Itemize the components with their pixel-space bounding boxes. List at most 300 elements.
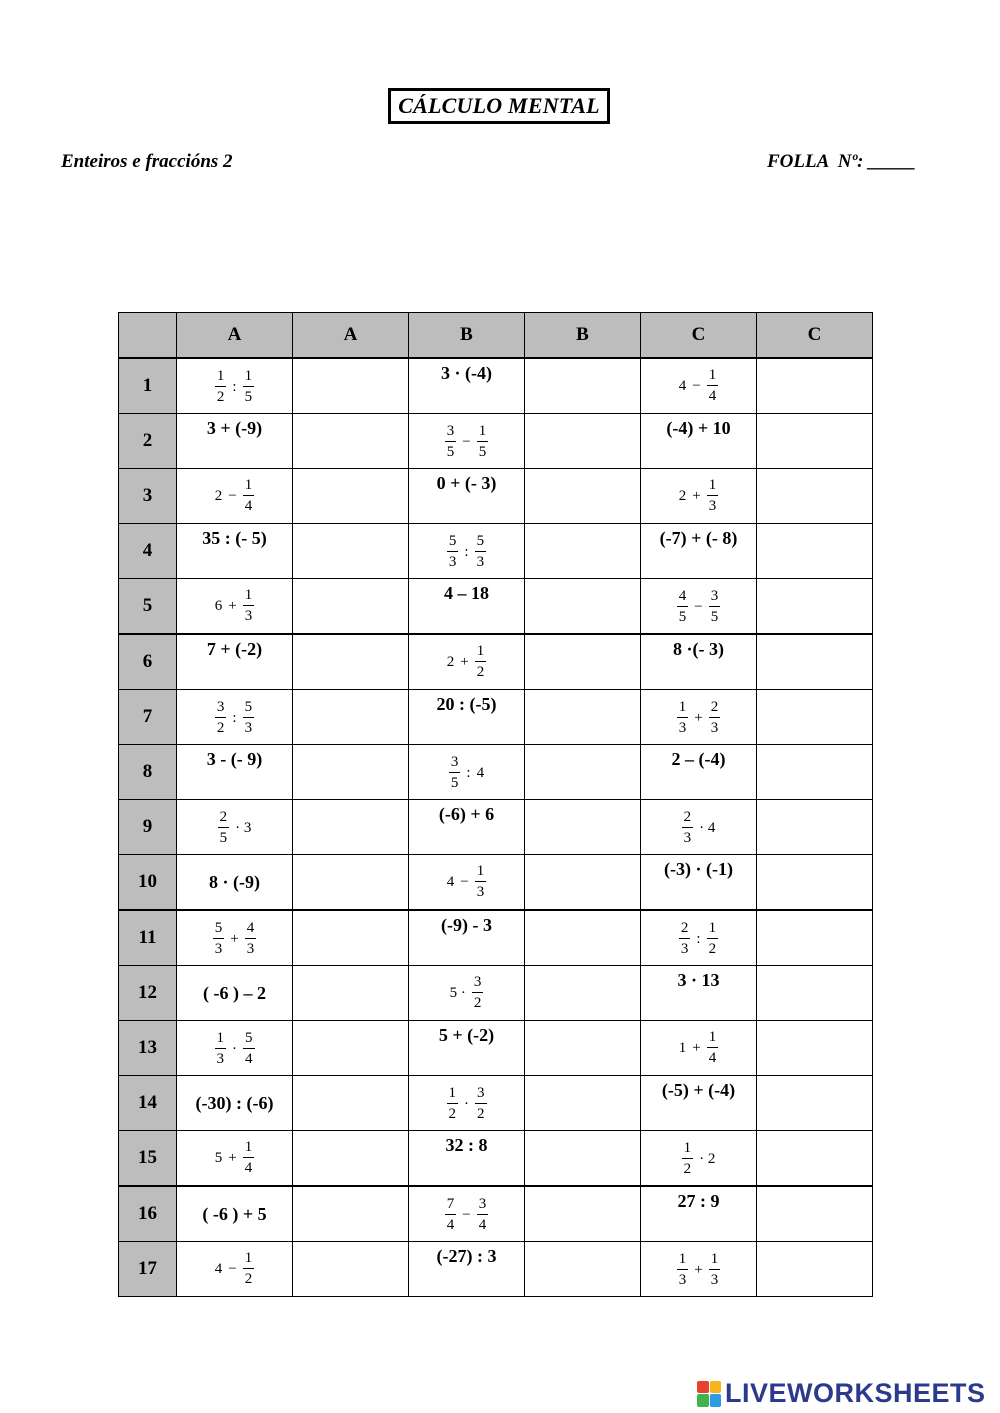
- numerator: 1: [677, 1252, 689, 1270]
- fraction: [243, 1140, 255, 1176]
- answer-cell-c[interactable]: [757, 524, 873, 579]
- fraction: [477, 1197, 489, 1233]
- answer-cell-c[interactable]: [757, 910, 873, 966]
- denominator: 3: [710, 720, 719, 736]
- answer-cell-a[interactable]: [293, 910, 409, 966]
- fraction: [243, 588, 255, 624]
- fraction: [472, 975, 484, 1011]
- fraction: [213, 921, 225, 957]
- fraction: [445, 1197, 457, 1233]
- answer-cell-a[interactable]: [293, 855, 409, 911]
- numerator: 1: [475, 644, 487, 662]
- expression-cell-a: [177, 1131, 293, 1187]
- fraction-expression: [215, 1251, 254, 1287]
- answer-cell-b[interactable]: [525, 1242, 641, 1297]
- expression-cell-a: [177, 910, 293, 966]
- operator: +: [460, 653, 469, 670]
- table-row: [119, 855, 873, 911]
- column-header: B: [409, 313, 525, 359]
- operator: −: [460, 873, 469, 890]
- numerator: 5: [243, 700, 255, 718]
- denominator: 5: [219, 830, 228, 846]
- operator: 4: [678, 377, 687, 394]
- operator: +: [228, 597, 237, 614]
- row-number: 4: [119, 524, 177, 579]
- answer-cell-b[interactable]: [525, 855, 641, 911]
- table-row: [119, 579, 873, 635]
- expression-cell-c: [641, 1021, 757, 1076]
- denominator: 4: [245, 1051, 253, 1067]
- logo-square: [710, 1381, 722, 1394]
- numerator: 1: [243, 478, 255, 496]
- answer-cell-b[interactable]: [525, 634, 641, 690]
- operator: ·: [464, 1095, 469, 1112]
- fraction: [707, 1030, 719, 1066]
- numerator: 3: [472, 975, 484, 993]
- denominator: 4: [446, 1217, 455, 1233]
- answer-cell-a[interactable]: [293, 1021, 409, 1076]
- column-header: A: [177, 313, 293, 359]
- denominator: 3: [680, 941, 689, 957]
- fraction: [447, 1086, 459, 1122]
- denominator: 2: [683, 1161, 692, 1177]
- fraction-expression: [215, 478, 254, 514]
- row-number: 10: [119, 855, 177, 911]
- numerator: 5: [475, 534, 487, 552]
- expression-cell-c: [641, 1242, 757, 1297]
- answer-cell-c[interactable]: [757, 1242, 873, 1297]
- answer-cell-c[interactable]: [757, 966, 873, 1021]
- fraction-expression: [677, 1252, 720, 1288]
- denominator: 4: [244, 1160, 253, 1176]
- table-row: [119, 745, 873, 800]
- table-row: [119, 414, 873, 469]
- expression-cell-a: (-30) : (-6): [177, 1076, 293, 1131]
- operator: −: [462, 1206, 471, 1223]
- operator: · 2: [699, 1150, 716, 1167]
- answer-cell-a[interactable]: [293, 1131, 409, 1187]
- expression-cell-a: [177, 579, 293, 635]
- numerator: 4: [245, 921, 257, 939]
- numerator: 7: [445, 1197, 457, 1215]
- numerator: 3: [445, 424, 457, 442]
- denominator: 3: [246, 941, 255, 957]
- answer-cell-b[interactable]: [525, 524, 641, 579]
- sheet-number-label: FOLLA Nº: _____: [767, 151, 916, 172]
- fraction-expression: [215, 588, 254, 624]
- row-number: 6: [119, 634, 177, 690]
- operator: +: [694, 1261, 703, 1278]
- expression-cell-c: [641, 1131, 757, 1187]
- answer-cell-b[interactable]: [525, 1186, 641, 1242]
- operator: 5: [214, 1149, 223, 1166]
- answer-cell-b[interactable]: [525, 966, 641, 1021]
- answer-cell-c[interactable]: [757, 1186, 873, 1242]
- fraction: [475, 644, 487, 680]
- fraction: [677, 1252, 689, 1288]
- denominator: 4: [478, 1217, 487, 1233]
- fraction: [449, 755, 461, 791]
- numerator: 4: [677, 589, 689, 607]
- table-row: [119, 910, 873, 966]
- column-header: A: [293, 313, 409, 359]
- fraction-expression: [679, 478, 718, 514]
- expression-cell-b: 32 : 8: [409, 1131, 525, 1187]
- answer-cell-b[interactable]: [525, 1021, 641, 1076]
- fraction: [218, 810, 230, 846]
- answer-cell-c[interactable]: [757, 1021, 873, 1076]
- expression-cell-b: 20 : (-5): [409, 690, 525, 745]
- answer-cell-c[interactable]: [757, 745, 873, 800]
- denominator: 3: [244, 720, 253, 736]
- operator: 1: [678, 1039, 687, 1056]
- operator: :: [464, 543, 469, 560]
- fraction-expression: [447, 644, 486, 680]
- expression-cell-c: [641, 469, 757, 524]
- expression-cell-c: (-5) + (-4): [641, 1076, 757, 1131]
- operator: 4: [446, 873, 455, 890]
- fraction: [707, 478, 719, 514]
- fraction-expression: [218, 810, 252, 846]
- expression-cell-b: [409, 966, 525, 1021]
- numerator: 1: [707, 1030, 719, 1048]
- worksheet-subtitle: Enteiros e fraccións 2: [61, 151, 233, 172]
- row-number: 9: [119, 800, 177, 855]
- answer-cell-a[interactable]: [293, 690, 409, 745]
- fraction: [447, 534, 459, 570]
- expression-cell-b: (-27) : 3: [409, 1242, 525, 1297]
- operator: −: [462, 433, 471, 450]
- answer-cell-a[interactable]: [293, 414, 409, 469]
- answer-cell-b[interactable]: [525, 745, 641, 800]
- denominator: 5: [678, 609, 687, 625]
- answer-cell-c[interactable]: [757, 414, 873, 469]
- row-number: 2: [119, 414, 177, 469]
- fraction: [682, 1141, 694, 1177]
- numerator: 2: [682, 810, 694, 828]
- expression-cell-c: 27 : 9: [641, 1186, 757, 1242]
- expression-cell-a: 35 : (- 5): [177, 524, 293, 579]
- fraction: [475, 864, 487, 900]
- fraction: [475, 534, 487, 570]
- answer-cell-a[interactable]: [293, 579, 409, 635]
- numerator: 1: [243, 369, 255, 387]
- operator: :: [232, 378, 237, 395]
- logo-text: LIVEWORKSHEETS: [725, 1378, 986, 1408]
- fraction-expression: [447, 864, 486, 900]
- operator: 5 ·: [449, 984, 466, 1001]
- fraction-expression: [445, 1197, 488, 1233]
- row-number: 3: [119, 469, 177, 524]
- answer-cell-b[interactable]: [525, 414, 641, 469]
- answer-cell-c[interactable]: [757, 469, 873, 524]
- numerator: 1: [243, 588, 255, 606]
- fraction-expression: [679, 368, 718, 404]
- expression-cell-c: 2 – (-4): [641, 745, 757, 800]
- denominator: 5: [446, 444, 455, 460]
- answer-cell-c[interactable]: [757, 358, 873, 414]
- fraction-expression: [215, 700, 254, 736]
- fraction: [243, 700, 255, 736]
- numerator: 1: [709, 1252, 721, 1270]
- operator: 2: [678, 487, 687, 504]
- expression-cell-c: (-4) + 10: [641, 414, 757, 469]
- operator: · 3: [235, 819, 252, 836]
- table-row: [119, 1242, 873, 1297]
- operator: 2: [214, 487, 223, 504]
- answer-cell-b[interactable]: [525, 690, 641, 745]
- fraction: [709, 700, 721, 736]
- operator: +: [230, 930, 239, 947]
- answer-cell-c[interactable]: [757, 634, 873, 690]
- expression-cell-a: [177, 800, 293, 855]
- table-row: [119, 524, 873, 579]
- numerator: 3: [215, 700, 227, 718]
- fraction: [707, 368, 719, 404]
- answer-cell-c[interactable]: [757, 1076, 873, 1131]
- logo-square: [697, 1394, 709, 1407]
- expression-cell-b: [409, 1186, 525, 1242]
- table-row: [119, 1076, 873, 1131]
- fraction: [677, 700, 689, 736]
- answer-cell-b[interactable]: [525, 1076, 641, 1131]
- fraction: [445, 424, 457, 460]
- fraction: [243, 1031, 255, 1067]
- answer-cell-a[interactable]: [293, 745, 409, 800]
- denominator: 3: [683, 830, 692, 846]
- answer-cell-b[interactable]: [525, 910, 641, 966]
- numerator: 3: [449, 755, 461, 773]
- denominator: 3: [476, 884, 485, 900]
- answer-cell-a[interactable]: [293, 1242, 409, 1297]
- operator: 4: [476, 764, 485, 781]
- answer-cell-c[interactable]: [757, 579, 873, 635]
- expression-cell-b: (-9) - 3: [409, 910, 525, 966]
- corner-cell: [119, 313, 177, 359]
- expression-cell-c: 8 ·(- 3): [641, 634, 757, 690]
- numerator: 1: [477, 424, 489, 442]
- denominator: 5: [450, 775, 459, 791]
- denominator: 3: [708, 498, 717, 514]
- expression-cell-a: ( -6 ) – 2: [177, 966, 293, 1021]
- denominator: 3: [448, 554, 457, 570]
- logo-mark-icon: [697, 1381, 721, 1407]
- column-header: C: [757, 313, 873, 359]
- fraction-expression: [447, 1086, 487, 1122]
- expression-cell-a: [177, 690, 293, 745]
- expression-cell-b: [409, 634, 525, 690]
- row-number: 1: [119, 358, 177, 414]
- operator: −: [692, 377, 701, 394]
- fraction: [679, 921, 691, 957]
- answer-cell-c[interactable]: [757, 855, 873, 911]
- fraction-expression: [213, 921, 256, 957]
- fraction-expression: [447, 534, 486, 570]
- column-header: C: [641, 313, 757, 359]
- row-number: 12: [119, 966, 177, 1021]
- denominator: 5: [244, 389, 253, 405]
- liveworksheets-logo: [697, 1378, 986, 1409]
- fraction: [245, 921, 257, 957]
- answer-cell-b[interactable]: [525, 579, 641, 635]
- numerator: 3: [709, 589, 721, 607]
- expression-cell-c: [641, 800, 757, 855]
- denominator: 3: [216, 1051, 224, 1067]
- row-number: 17: [119, 1242, 177, 1297]
- logo-square: [697, 1381, 709, 1394]
- answer-cell-b[interactable]: [525, 1131, 641, 1187]
- answer-cell-a[interactable]: [293, 1076, 409, 1131]
- expression-cell-b: [409, 745, 525, 800]
- fraction-expression: [215, 1031, 255, 1067]
- expression-cell-c: [641, 690, 757, 745]
- answer-cell-a[interactable]: [293, 634, 409, 690]
- numerator: 2: [218, 810, 230, 828]
- answer-cell-a[interactable]: [293, 358, 409, 414]
- fraction-expression: [449, 755, 484, 791]
- answer-cell-b[interactable]: [525, 469, 641, 524]
- column-header: B: [525, 313, 641, 359]
- fraction-expression: [215, 1140, 254, 1176]
- expression-cell-a: 3 + (-9): [177, 414, 293, 469]
- logo-square: [710, 1394, 722, 1407]
- operator: +: [694, 709, 703, 726]
- header-row: [119, 313, 873, 359]
- numerator: 1: [682, 1141, 694, 1159]
- fraction: [682, 810, 694, 846]
- denominator: 3: [710, 1272, 719, 1288]
- expression-cell-a: [177, 469, 293, 524]
- expression-cell-c: (-3) · (-1): [641, 855, 757, 911]
- answer-cell-a[interactable]: [293, 966, 409, 1021]
- expression-cell-b: [409, 414, 525, 469]
- expression-cell-a: 7 + (-2): [177, 634, 293, 690]
- fraction: [475, 1086, 487, 1122]
- denominator: 3: [678, 1272, 687, 1288]
- exercise-table: [118, 312, 873, 1297]
- title-box: [388, 88, 610, 124]
- expression-cell-b: 4 – 18: [409, 579, 525, 635]
- numerator: 5: [213, 921, 225, 939]
- fraction-expression: [445, 424, 488, 460]
- answer-cell-c[interactable]: [757, 800, 873, 855]
- denominator: 3: [214, 941, 223, 957]
- fraction: [243, 478, 255, 514]
- operator: :: [696, 930, 701, 947]
- numerator: 1: [215, 1031, 227, 1049]
- answer-cell-a[interactable]: [293, 800, 409, 855]
- table-row: [119, 1186, 873, 1242]
- denominator: 3: [476, 554, 485, 570]
- expression-cell-c: [641, 358, 757, 414]
- table-row: [119, 469, 873, 524]
- operator: · 4: [699, 819, 716, 836]
- answer-cell-c[interactable]: [757, 690, 873, 745]
- operator: +: [692, 1039, 701, 1056]
- fraction-expression: [450, 975, 484, 1011]
- expression-cell-c: [641, 579, 757, 635]
- numerator: 1: [677, 700, 689, 718]
- answer-cell-a[interactable]: [293, 469, 409, 524]
- row-number: 11: [119, 910, 177, 966]
- denominator: 4: [708, 388, 717, 404]
- numerator: 2: [709, 700, 721, 718]
- fraction: [677, 589, 689, 625]
- fraction-expression: [679, 1030, 718, 1066]
- fraction: [477, 424, 489, 460]
- denominator: 2: [244, 1271, 253, 1287]
- expression-cell-b: [409, 524, 525, 579]
- operator: :: [232, 709, 237, 726]
- fraction-expression: [679, 921, 718, 957]
- operator: +: [692, 487, 701, 504]
- expression-cell-b: [409, 1076, 525, 1131]
- row-number: 8: [119, 745, 177, 800]
- answer-cell-b[interactable]: [525, 358, 641, 414]
- expression-cell-b: 0 + (- 3): [409, 469, 525, 524]
- expression-cell-b: 3 · (-4): [409, 358, 525, 414]
- numerator: 1: [707, 921, 719, 939]
- fraction: [215, 369, 227, 405]
- numerator: 2: [679, 921, 691, 939]
- numerator: 1: [707, 368, 719, 386]
- operator: ·: [232, 1040, 237, 1057]
- denominator: 3: [678, 720, 687, 736]
- fraction: [709, 1252, 721, 1288]
- denominator: 4: [708, 1050, 717, 1066]
- denominator: 4: [244, 498, 253, 514]
- numerator: 1: [707, 478, 719, 496]
- row-number: 13: [119, 1021, 177, 1076]
- operator: +: [228, 1149, 237, 1166]
- fraction-expression: [682, 810, 716, 846]
- numerator: 5: [447, 534, 459, 552]
- numerator: 3: [475, 1086, 487, 1104]
- fraction: [709, 589, 721, 625]
- answer-cell-c[interactable]: [757, 1131, 873, 1187]
- denominator: 2: [473, 995, 482, 1011]
- numerator: 3: [477, 1197, 489, 1215]
- row-number: 15: [119, 1131, 177, 1187]
- denominator: 5: [710, 609, 719, 625]
- fraction: [243, 1251, 255, 1287]
- operator: −: [228, 1260, 237, 1277]
- fraction-expression: [215, 369, 254, 405]
- answer-cell-a[interactable]: [293, 524, 409, 579]
- fraction-expression: [677, 589, 720, 625]
- numerator: 5: [243, 1031, 255, 1049]
- fraction: [243, 369, 255, 405]
- expression-cell-c: 3 · 13: [641, 966, 757, 1021]
- answer-cell-b[interactable]: [525, 800, 641, 855]
- operator: 4: [214, 1260, 223, 1277]
- numerator: 1: [475, 864, 487, 882]
- denominator: 2: [448, 1106, 456, 1122]
- operator: 2: [446, 653, 455, 670]
- answer-cell-a[interactable]: [293, 1186, 409, 1242]
- fraction: [215, 700, 227, 736]
- expression-cell-a: [177, 1021, 293, 1076]
- expression-cell-c: (-7) + (- 8): [641, 524, 757, 579]
- expression-cell-b: [409, 855, 525, 911]
- fraction: [215, 1031, 227, 1067]
- operator: :: [466, 764, 471, 781]
- denominator: 2: [477, 1106, 485, 1122]
- operator: −: [694, 598, 703, 615]
- numerator: 1: [243, 1251, 255, 1269]
- denominator: 2: [476, 664, 485, 680]
- numerator: 1: [215, 369, 227, 387]
